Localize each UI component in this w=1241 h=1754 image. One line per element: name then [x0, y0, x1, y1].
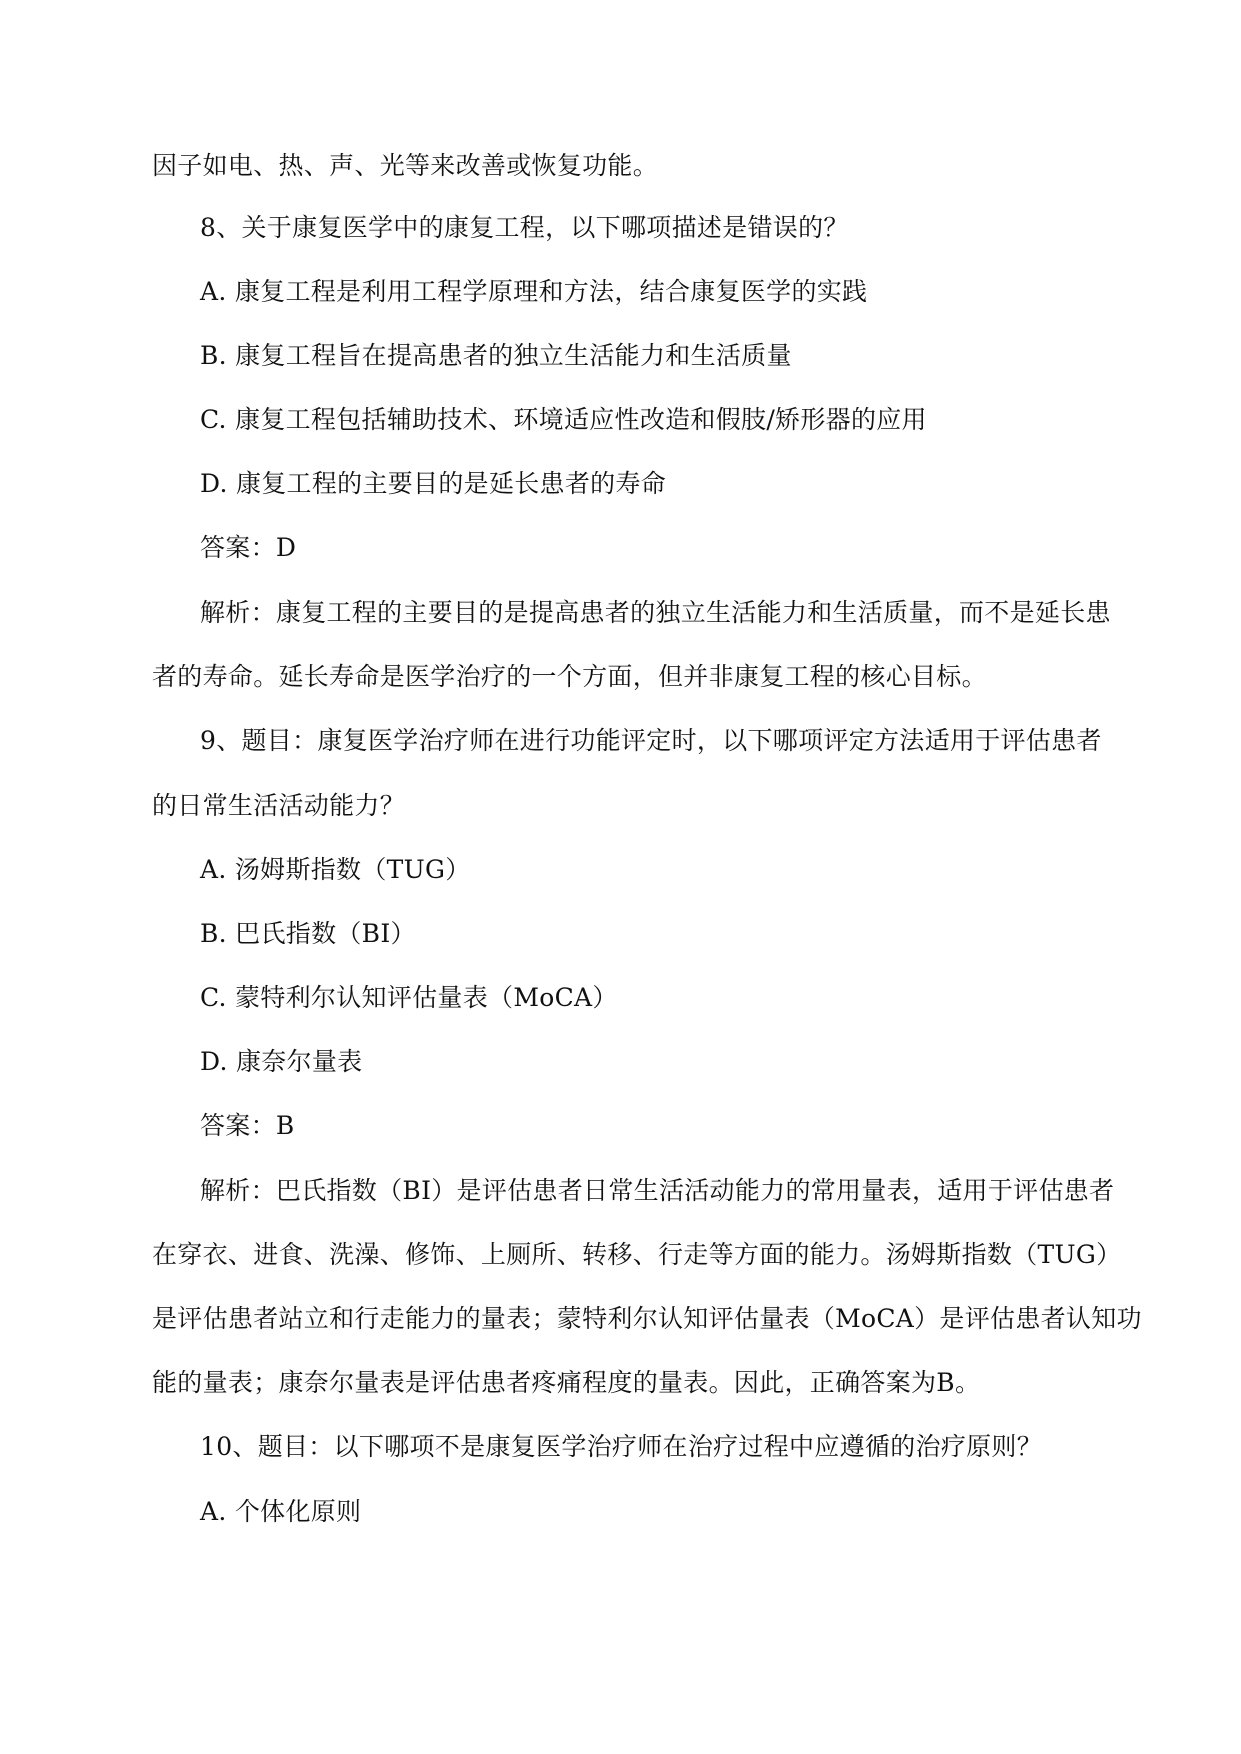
q8-option-b: B. 康复工程旨在提高患者的独立生活能力和生活质量 [200, 341, 792, 370]
q8-answer: 答案：D [200, 533, 297, 562]
q9-option-d: D. 康奈尔量表 [200, 1047, 363, 1076]
q9-option-a: A. 汤姆斯指数（TUG） [200, 855, 471, 884]
q8-option-c: C. 康复工程包括辅助技术、环境适应性改造和假肢/矫形器的应用 [200, 405, 927, 434]
q8-option-a: A. 康复工程是利用工程学原理和方法，结合康复医学的实践 [200, 277, 868, 306]
q9-explanation-line-2: 在穿衣、进食、洗澡、修饰、上厕所、转移、行走等方面的能力。汤姆斯指数（TUG） [152, 1240, 1122, 1269]
question-10: 10、题目：以下哪项不是康复医学治疗师在治疗过程中应遵循的治疗原则？ [200, 1432, 1043, 1461]
q10-option-a: A. 个体化原则 [200, 1497, 362, 1526]
q9-option-c: C. 蒙特利尔认知评估量表（MoCA） [200, 983, 618, 1012]
question-9-line-2: 的日常生活活动能力？ [152, 791, 406, 820]
q8-option-d: D. 康复工程的主要目的是延长患者的寿命 [200, 469, 667, 498]
question-9-line-1: 9、题目：康复医学治疗师在进行功能评定时，以下哪项评定方法适用于评估患者 [200, 726, 1102, 755]
q8-explanation-line-2: 者的寿命。延长寿命是医学治疗的一个方面，但并非康复工程的核心目标。 [152, 662, 987, 691]
q9-explanation-line-1: 解析：巴氏指数（BI）是评估患者日常生活活动能力的常用量表，适用于评估患者 [200, 1176, 1115, 1205]
q8-explanation-line-1: 解析：康复工程的主要目的是提高患者的独立生活能力和生活质量，而不是延长患 [200, 598, 1111, 627]
q9-explanation-line-3: 是评估患者站立和行走能力的量表；蒙特利尔认知评估量表（MoCA）是评估患者认知功 [152, 1304, 1142, 1333]
question-8: 8、关于康复医学中的康复工程，以下哪项描述是错误的？ [200, 213, 849, 242]
q9-option-b: B. 巴氏指数（BI） [200, 919, 416, 948]
text-line-continuation: 因子如电、热、声、光等来改善或恢复功能。 [152, 151, 659, 180]
q9-explanation-line-4: 能的量表；康奈尔量表是评估患者疼痛程度的量表。因此，正确答案为B。 [152, 1368, 981, 1397]
q9-answer: 答案：B [200, 1111, 295, 1140]
